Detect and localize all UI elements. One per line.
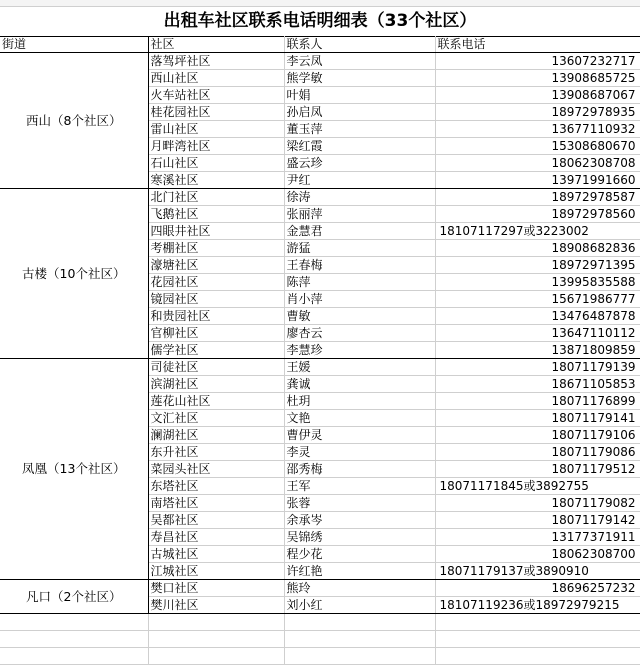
- header-row: [0, 36, 640, 53]
- contact-cell: 王媛: [284, 359, 435, 376]
- community-cell: 寒溪社区: [148, 172, 284, 189]
- grid-line: [284, 614, 285, 631]
- table-row: [0, 580, 640, 597]
- phone-cell: 18671105853: [435, 376, 640, 393]
- phone-cell: 13871809859: [435, 342, 640, 359]
- grid-line: [435, 631, 436, 648]
- phone-cell: 13677110932: [435, 121, 640, 138]
- community-cell: 考棚社区: [148, 240, 284, 257]
- contact-cell: 王军: [284, 478, 435, 495]
- contact-cell: 叶娟: [284, 87, 435, 104]
- community-cell: 寿昌社区: [148, 529, 284, 546]
- phone-cell: 18696257232: [435, 580, 640, 597]
- community-cell: 司徒社区: [148, 359, 284, 376]
- contact-cell: 曹伊灵: [284, 427, 435, 444]
- phone-cell: 18071179082: [435, 495, 640, 512]
- contact-cell: 游猛: [284, 240, 435, 257]
- phone-cell: 18071179106: [435, 427, 640, 444]
- community-cell: 北门社区: [148, 189, 284, 206]
- contact-cell: 余承岑: [284, 512, 435, 529]
- table-body: [0, 36, 640, 614]
- community-cell: 菜园头社区: [148, 461, 284, 478]
- street-cell: 凡口（2个社区）: [0, 580, 148, 614]
- contact-cell: 刘小红: [284, 597, 435, 614]
- empty-row: [0, 631, 640, 648]
- community-cell: 月畔湾社区: [148, 138, 284, 155]
- table-row: [0, 189, 640, 206]
- contact-cell: 尹红: [284, 172, 435, 189]
- empty-row: [0, 614, 640, 631]
- grid-line: [148, 631, 149, 648]
- grid-line: [284, 631, 285, 648]
- community-cell: 濠塘社区: [148, 257, 284, 274]
- community-cell: 飞鹅社区: [148, 206, 284, 223]
- contact-cell: 孙启凤: [284, 104, 435, 121]
- phone-cell: 18071179141: [435, 410, 640, 427]
- phone-cell: 13995835588: [435, 274, 640, 291]
- contact-cell: 陈萍: [284, 274, 435, 291]
- phone-cell: 13647110112: [435, 325, 640, 342]
- contact-cell: 李云凤: [284, 53, 435, 70]
- contact-cell: 张蓉: [284, 495, 435, 512]
- contact-cell: 文艳: [284, 410, 435, 427]
- contact-cell: 许红艳: [284, 563, 435, 580]
- contact-cell: 熊玲: [284, 580, 435, 597]
- phone-cell: 18071179512: [435, 461, 640, 478]
- contact-cell: 曹敏: [284, 308, 435, 325]
- community-cell: 吴都社区: [148, 512, 284, 529]
- header-community: 社区: [148, 36, 284, 53]
- community-cell: 桂花园社区: [148, 104, 284, 121]
- phone-cell: 13908685725: [435, 70, 640, 87]
- sheet-title: 出租车社区联系电话明细表（33个社区）: [0, 6, 640, 37]
- phone-cell: 18972978935: [435, 104, 640, 121]
- community-cell: 花园社区: [148, 274, 284, 291]
- phone-cell: 13607232717: [435, 53, 640, 70]
- contact-cell: 李灵: [284, 444, 435, 461]
- header-street: 街道: [0, 36, 148, 53]
- phone-cell: 18107119236或18972979215: [435, 597, 640, 614]
- contact-cell: 肖小萍: [284, 291, 435, 308]
- street-cell: 西山（8个社区）: [0, 53, 148, 189]
- community-cell: 东塔社区: [148, 478, 284, 495]
- phone-cell: 18972978560: [435, 206, 640, 223]
- phone-cell: 13908687067: [435, 87, 640, 104]
- contact-table: [0, 36, 640, 614]
- community-cell: 儒学社区: [148, 342, 284, 359]
- community-cell: 镜园社区: [148, 291, 284, 308]
- phone-cell: 18071171845或3892755: [435, 478, 640, 495]
- phone-cell: 15671986777: [435, 291, 640, 308]
- phone-cell: 18972971395: [435, 257, 640, 274]
- community-cell: 雷山社区: [148, 121, 284, 138]
- header-phone: 联系电话: [435, 36, 640, 53]
- community-cell: 江城社区: [148, 563, 284, 580]
- grid-line: [435, 614, 436, 631]
- community-cell: 滨湖社区: [148, 376, 284, 393]
- contact-cell: 杜玥: [284, 393, 435, 410]
- community-cell: 南塔社区: [148, 495, 284, 512]
- community-cell: 东升社区: [148, 444, 284, 461]
- street-cell: 凤凰（13个社区）: [0, 359, 148, 580]
- phone-cell: 18071179142: [435, 512, 640, 529]
- phone-cell: 18071179086: [435, 444, 640, 461]
- contact-cell: 梁红霞: [284, 138, 435, 155]
- contact-cell: 王春梅: [284, 257, 435, 274]
- community-cell: 火车站社区: [148, 87, 284, 104]
- phone-cell: 13177371911: [435, 529, 640, 546]
- contact-cell: 吴锦绣: [284, 529, 435, 546]
- contact-cell: 董玉萍: [284, 121, 435, 138]
- community-cell: 文汇社区: [148, 410, 284, 427]
- contact-cell: 张丽萍: [284, 206, 435, 223]
- contact-cell: 李慧珍: [284, 342, 435, 359]
- community-cell: 官柳社区: [148, 325, 284, 342]
- contact-cell: 金慧君: [284, 223, 435, 240]
- phone-cell: 18071176899: [435, 393, 640, 410]
- table-row: [0, 53, 640, 70]
- phone-cell: 13476487878: [435, 308, 640, 325]
- phone-cell: 18972978587: [435, 189, 640, 206]
- community-cell: 莲花山社区: [148, 393, 284, 410]
- phone-cell: 13971991660: [435, 172, 640, 189]
- contact-cell: 邵秀梅: [284, 461, 435, 478]
- phone-cell: 18071179139: [435, 359, 640, 376]
- phone-cell: 18062308700: [435, 546, 640, 563]
- phone-cell: 18107117297或3223002: [435, 223, 640, 240]
- contact-cell: 龚诚: [284, 376, 435, 393]
- community-cell: 西山社区: [148, 70, 284, 87]
- community-cell: 四眼井社区: [148, 223, 284, 240]
- table-row: [0, 359, 640, 376]
- contact-cell: 廖杏云: [284, 325, 435, 342]
- street-cell: 古楼（10个社区）: [0, 189, 148, 359]
- phone-cell: 18908682836: [435, 240, 640, 257]
- contact-cell: 程少花: [284, 546, 435, 563]
- contact-cell: 熊学敏: [284, 70, 435, 87]
- community-cell: 石山社区: [148, 155, 284, 172]
- community-cell: 樊口社区: [148, 580, 284, 597]
- contact-cell: 徐涛: [284, 189, 435, 206]
- header-contact: 联系人: [284, 36, 435, 53]
- community-cell: 和贵园社区: [148, 308, 284, 325]
- phone-cell: 15308680670: [435, 138, 640, 155]
- contact-cell: 盛云珍: [284, 155, 435, 172]
- phone-cell: 18071179137或3890910: [435, 563, 640, 580]
- community-cell: 澜湖社区: [148, 427, 284, 444]
- phone-cell: 18062308708: [435, 155, 640, 172]
- grid-line: [148, 614, 149, 631]
- community-cell: 落驾坪社区: [148, 53, 284, 70]
- community-cell: 古城社区: [148, 546, 284, 563]
- community-cell: 樊川社区: [148, 597, 284, 614]
